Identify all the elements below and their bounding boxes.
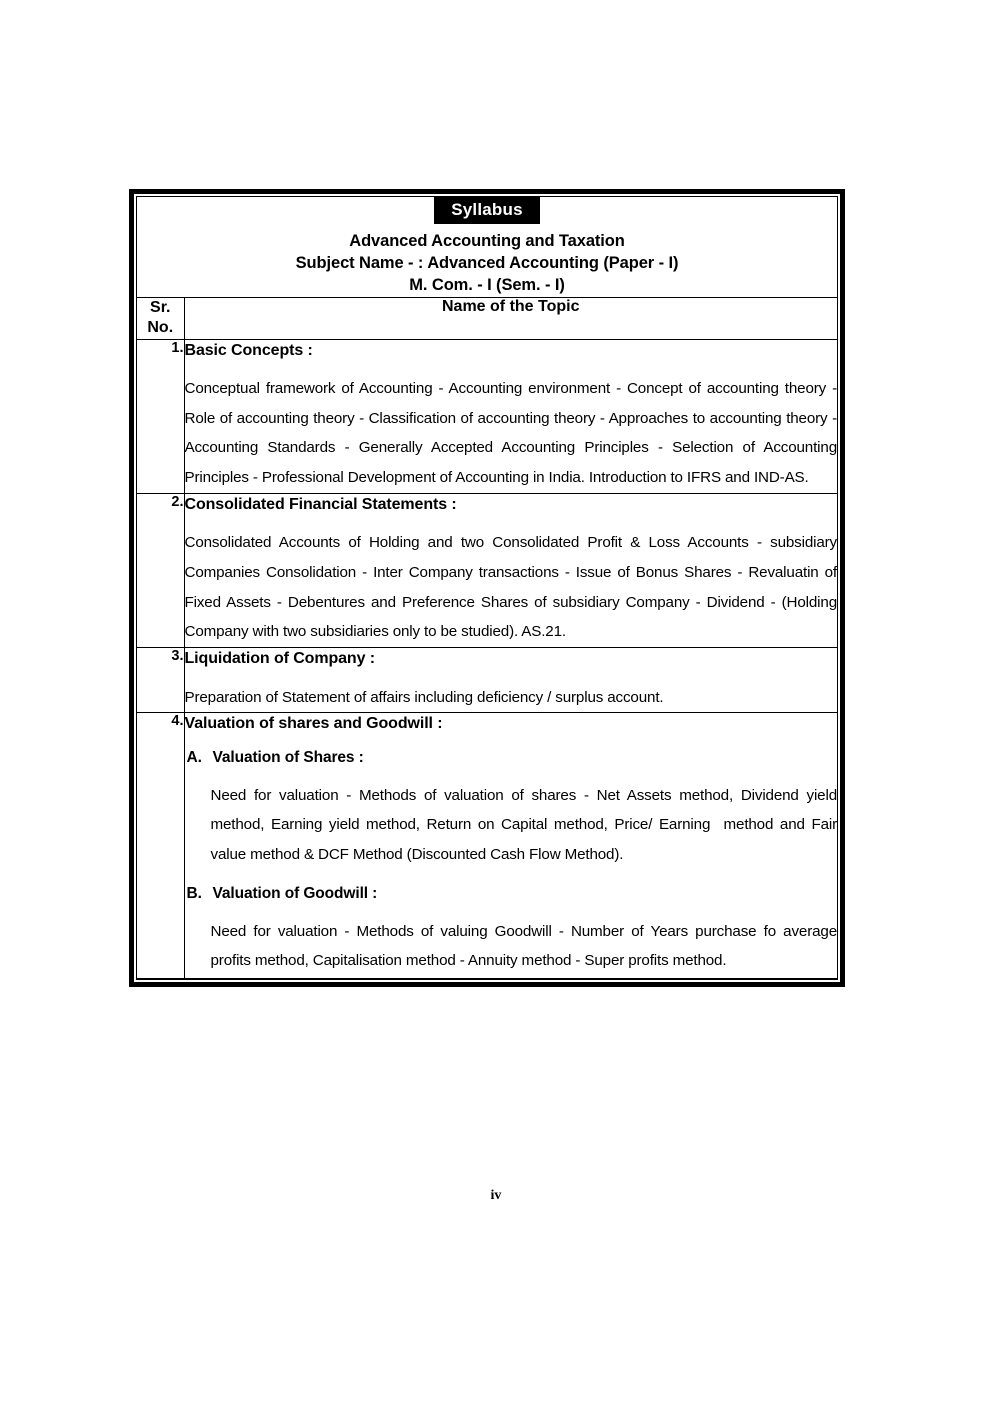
subsection-body-b: Need for valuation - Methods of valuing Goodwill - Number of Years purchase fo average profits method, Capitalisation method - Annuity method - Super profits method. bbox=[210, 922, 842, 970]
subsection-heading-a bbox=[185, 748, 838, 769]
subsection-body-a: Need for valuation - Methods of valuation of shares - Net Assets method, Dividend yield method, Earning yield method, Return on Capital method, Price/ Earning method and Fair value method & DCF Method (Discounted Cash Flow Method). bbox=[210, 786, 842, 863]
title-cell bbox=[137, 197, 837, 297]
topic-body: Consolidated Accounts of Holding and two Consolidated Profit & Loss Accounts - subsidiary Companies Consolidation - Inter Company transactions - Issue of Bonus Shares - Revaluatin of Fixed Assets - Debentures and Preference Shares of subsidiary Company - Dividend - (Holding Company with two subsidiaries only to be studied). AS.21. bbox=[184, 534, 842, 641]
row-topic bbox=[184, 493, 842, 647]
syllabus-badge: Syllabus bbox=[434, 197, 540, 224]
subsection-title-b: Valuation of Goodwill : bbox=[212, 884, 378, 902]
table-row bbox=[137, 647, 837, 712]
table-row bbox=[137, 339, 837, 493]
subsection-heading-b bbox=[185, 884, 838, 905]
title-line-3: M. Com. - I (Sem. - I) bbox=[409, 275, 565, 294]
row-sr-no: 1. bbox=[137, 339, 184, 493]
header-sr-line1: Sr. bbox=[150, 298, 171, 316]
title-line-1: Advanced Accounting and Taxation bbox=[349, 231, 625, 250]
syllabus-table bbox=[137, 197, 842, 979]
header-sr-line2: No. bbox=[147, 319, 174, 337]
title-row bbox=[137, 197, 837, 297]
page-number: iv bbox=[490, 1188, 502, 1203]
row-topic bbox=[184, 339, 842, 493]
row-sr-no: 3. bbox=[137, 647, 184, 712]
header-topic: Name of the Topic bbox=[184, 297, 837, 339]
header-sr-no bbox=[137, 297, 184, 339]
syllabus-table-inner-border bbox=[136, 196, 842, 980]
subsection-label-b: B. bbox=[186, 884, 202, 902]
table-row bbox=[137, 713, 837, 979]
title-line-2: Subject Name - : Advanced Accounting (Paper - I) bbox=[295, 253, 679, 272]
row-topic bbox=[184, 647, 837, 712]
row-sr-no: 2. bbox=[137, 493, 184, 647]
table-row bbox=[137, 493, 837, 647]
topic-heading: Valuation of shares and Goodwill : bbox=[184, 715, 443, 733]
row-sr-no: 4. bbox=[137, 713, 184, 979]
row-topic bbox=[184, 713, 842, 979]
topic-body: Conceptual framework of Accounting - Accounting environment - Concept of accounting theory - Role of accounting theory - Classification of accounting theory - Approaches to accounting theory - Accounting Standards - Generally Accepted Accounting Principles - Selection of Accounting Principles - Professional Development of Accounting in India. Introduction to IFRS and IND-AS. bbox=[184, 380, 842, 487]
subsection-title-a: Valuation of Shares : bbox=[212, 748, 364, 766]
topic-heading: Basic Concepts : bbox=[184, 341, 313, 359]
topic-body: Preparation of Statement of affairs including deficiency / surplus account. bbox=[184, 688, 664, 706]
topic-heading: Liquidation of Company : bbox=[184, 649, 375, 667]
subsection-label-a: A. bbox=[186, 748, 202, 766]
syllabus-table-border bbox=[129, 189, 845, 987]
topic-heading: Consolidated Financial Statements : bbox=[184, 495, 457, 513]
table-header-row bbox=[137, 297, 837, 339]
